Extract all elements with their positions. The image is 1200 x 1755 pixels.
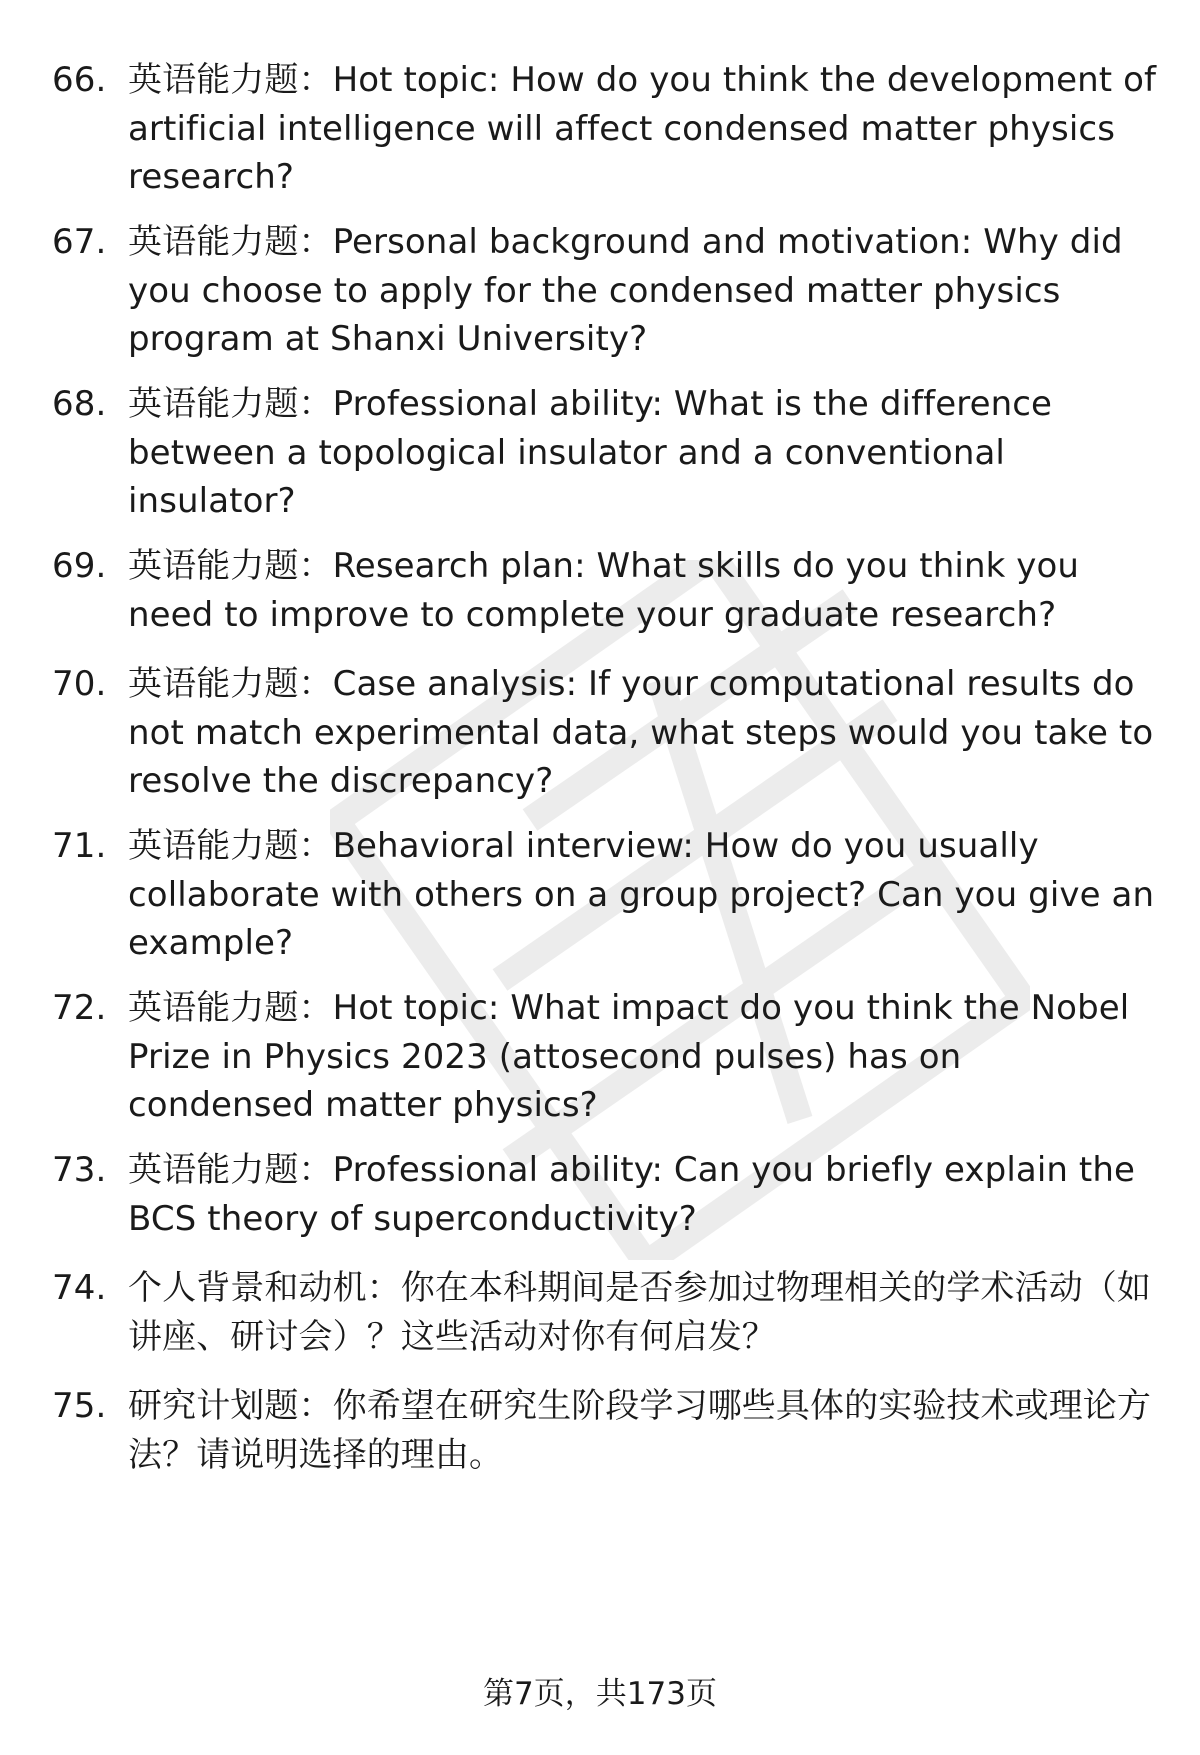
question-item	[52, 56, 1162, 202]
question-number: 66.	[52, 60, 107, 100]
question-number: 68.	[52, 384, 107, 424]
question-text: 英语能力题：Behavioral interview: How do you usually collaborate with others on a group project? Can you give an example?	[128, 826, 1155, 963]
question-text: 英语能力题：Hot topic: What impact do you think the Nobel Prize in Physics 2023 (attosecond pulses) has on condensed matter physics?	[128, 988, 1130, 1125]
question-item	[52, 660, 1162, 806]
question-number: 73.	[52, 1150, 107, 1190]
question-text: 研究计划题：你希望在研究生阶段学习哪些具体的实验技术或理论方法？请说明选择的理由。	[128, 1386, 1151, 1475]
question-item	[52, 1382, 1162, 1479]
question-text: 英语能力题：Hot topic: How do you think the development of artificial intelligence will affect condensed matter physics research?	[128, 60, 1157, 197]
question-number: 72.	[52, 988, 107, 1028]
question-item	[52, 1264, 1162, 1361]
question-number: 71.	[52, 826, 107, 866]
question-item	[52, 1146, 1162, 1243]
question-text: 英语能力题：Research plan: What skills do you think you need to improve to complete your graduate research?	[128, 546, 1080, 635]
question-item	[52, 218, 1162, 364]
question-number: 67.	[52, 222, 107, 262]
question-text: 英语能力题：Personal background and motivation: Why did you choose to apply for the condensed matter physics program at Shanxi University?	[128, 222, 1123, 359]
question-item	[52, 984, 1162, 1130]
question-item	[52, 380, 1162, 526]
question-number: 69.	[52, 546, 107, 586]
question-item	[52, 542, 1162, 639]
question-number: 70.	[52, 664, 107, 704]
question-item	[52, 822, 1162, 968]
question-number: 74.	[52, 1268, 107, 1308]
question-text: 英语能力题：Professional ability: What is the difference between a topological insulator and a conventional insulator?	[128, 384, 1053, 521]
question-text: 英语能力题：Case analysis: If your computational results do not match experimental data, what steps would you take to resolve the discrepancy?	[128, 664, 1154, 801]
question-number: 75.	[52, 1386, 107, 1426]
question-text: 个人背景和动机：你在本科期间是否参加过物理相关的学术活动（如讲座、研讨会）？这些活动对你有何启发？	[128, 1268, 1151, 1357]
page-number-footer: 第7页，共173页	[483, 1676, 717, 1712]
question-text: 英语能力题：Professional ability: Can you briefly explain the BCS theory of superconductivity?	[128, 1150, 1136, 1239]
